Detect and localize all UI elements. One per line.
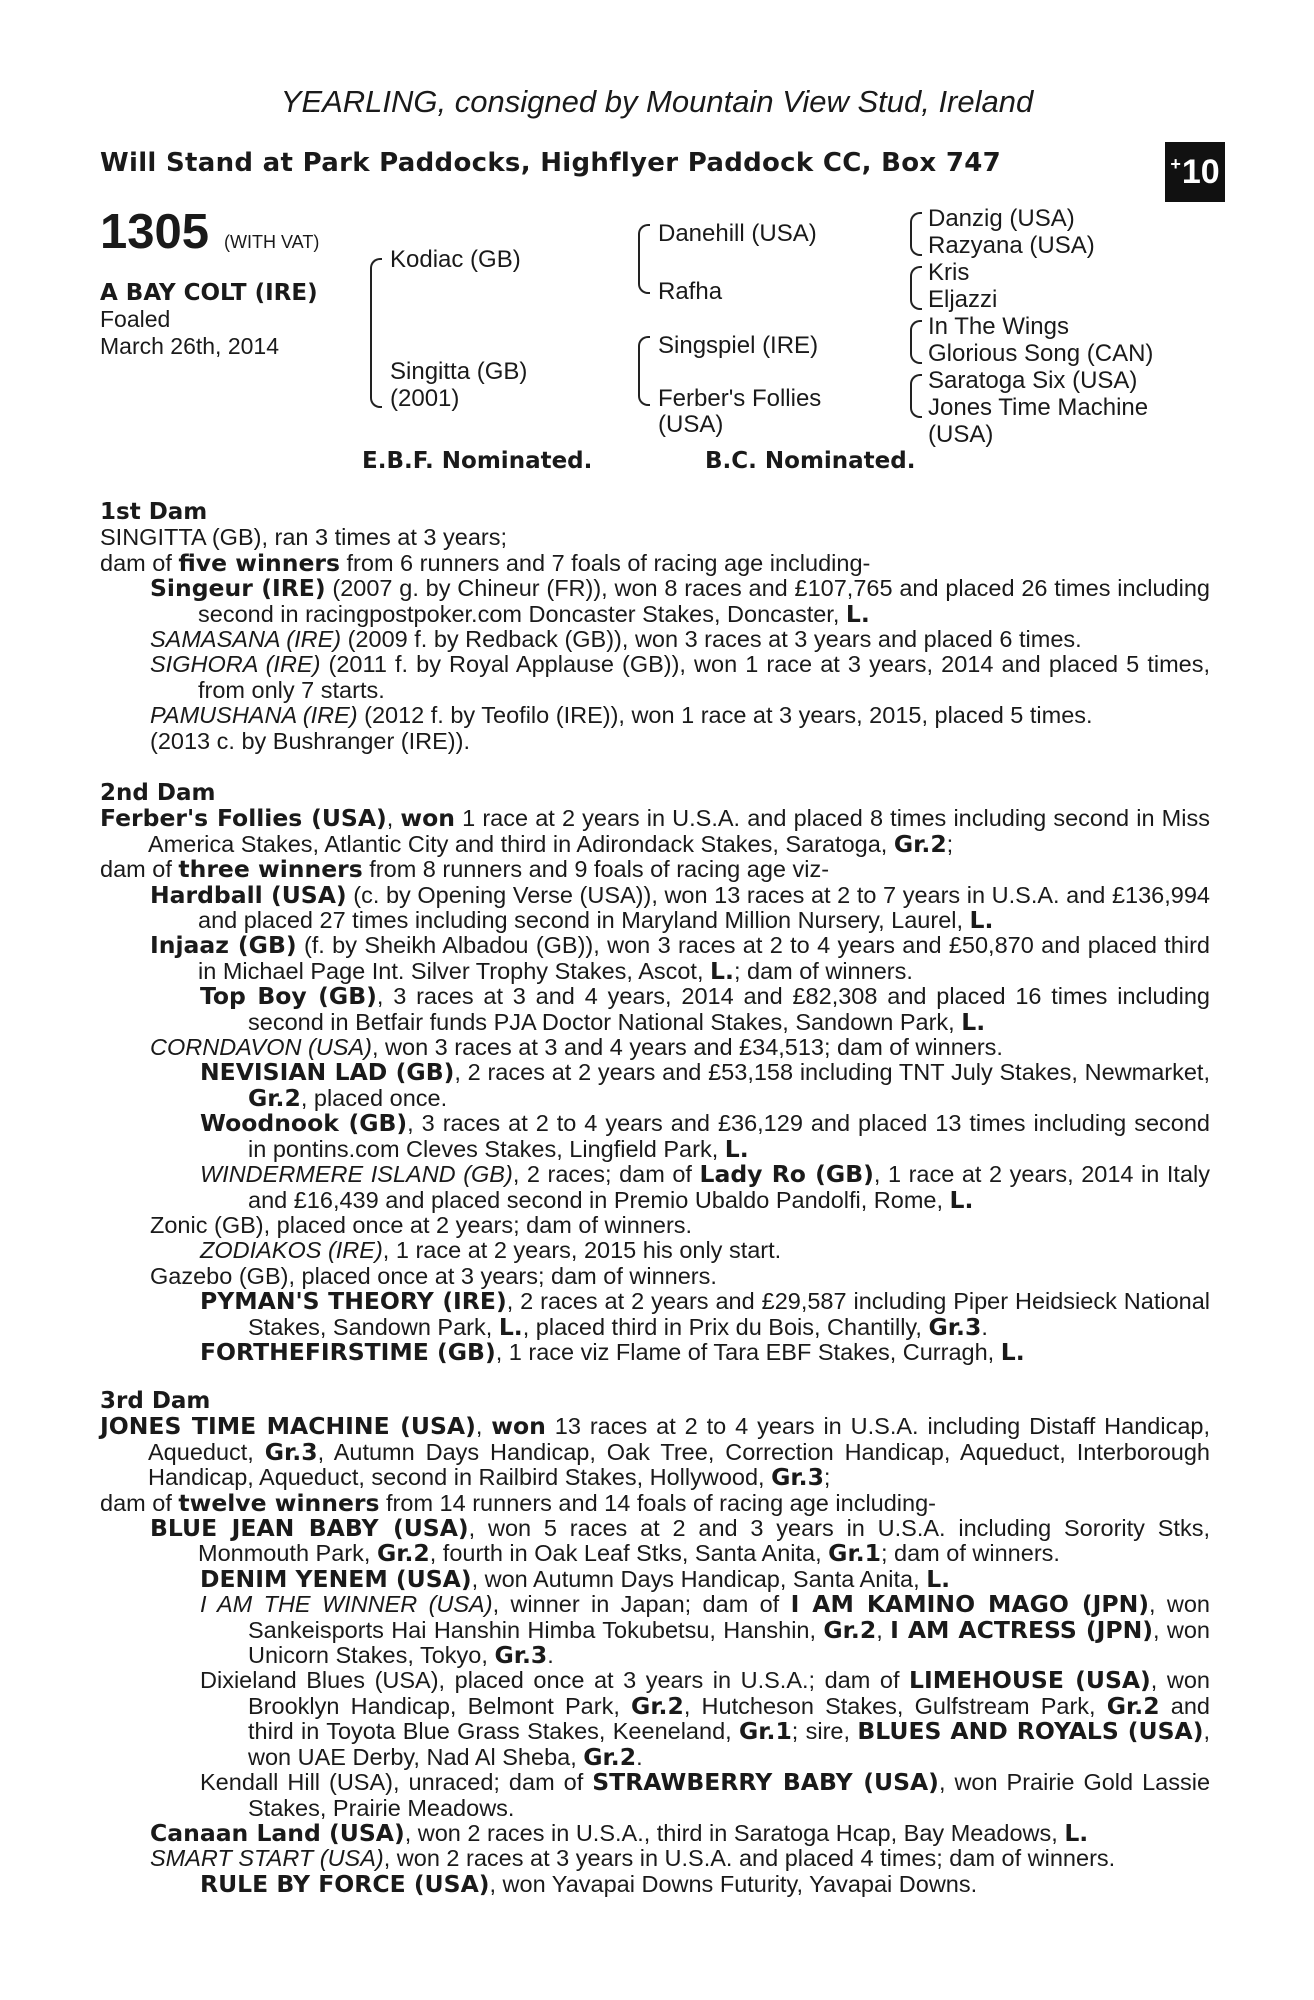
g4-name: Jones Time Machine <box>928 394 1149 421</box>
g4-name: Eljazzi <box>928 286 998 313</box>
produce-entry: Kendall Hill (USA), unraced; dam of STRAWBERRY BABY (USA), won Prairie Gold Lassie Stakes, Prairie Meadows. <box>200 1768 1211 1821</box>
produce-entry: Top Boy (GB), 3 races at 3 and 4 years, 2014 and £82,308 and placed 16 times including second in Betfair funds PJA Doctor National Stakes, Sandown Park, L. <box>200 982 1210 1036</box>
granddam-maternal-origin: (USA) <box>658 411 724 438</box>
g4-name: Danzig (USA) <box>928 205 1075 232</box>
produce-entry: CORNDAVON (USA), won 3 races at 3 and 4 years and £34,513; dam of winners. <box>150 1034 1003 1061</box>
produce-entry: ZODIAKOS (IRE), 1 race at 2 years, 2015 his only start. <box>200 1237 782 1264</box>
produce-entry: Gazebo (GB), placed once at 3 years; dam of winners. <box>150 1262 717 1289</box>
section-heading: 1st Dam <box>100 499 208 525</box>
produce-entry: RULE BY FORCE (USA), won Yavapai Downs Futurity, Yavapai Downs. <box>200 1869 978 1898</box>
dam-produce-summary: dam of twelve winners from 14 runners and 14 foals of racing age including- <box>100 1488 936 1517</box>
produce-entry: Hardball (USA) (c. by Opening Verse (USA)), won 13 races at 2 to 7 years in U.S.A. and £136,994 and placed 27 times including second in Maryland Million Nursery, Laurel, L. <box>150 880 1210 935</box>
ebf-nominated: E.B.F. Nominated. <box>362 448 593 474</box>
produce-entry: SIGHORA (IRE) (2011 f. by Royal Applause (GB)), won 1 race at 3 years, 2014 and placed 5 times, from only 7 starts. <box>150 651 1210 703</box>
dam-produce-summary: dam of five winners from 6 runners and 7 foals of racing age including- <box>100 548 871 577</box>
produce-entry: FORTHEFIRSTIME (GB), 1 race viz Flame of Tara EBF Stakes, Curragh, L. <box>200 1337 1025 1366</box>
foaled-label: Foaled <box>100 306 171 332</box>
pedigree-brace <box>910 320 922 364</box>
g4-name: Glorious Song (CAN) <box>928 340 1154 367</box>
consignment-header: YEARLING, consigned by Mountain View Stud, Ireland <box>280 84 1034 119</box>
produce-entry: PAMUSHANA (IRE) (2012 f. by Teofilo (IRE)), won 1 race at 3 years, 2015, placed 5 times. <box>150 702 1093 729</box>
produce-entry: Singeur (IRE) (2007 g. by Chineur (FR)), won 8 races and £107,765 and placed 26 times including second in racingpostpoker.com Doncaster Stakes, Doncaster, L. <box>150 574 1210 628</box>
pedigree-brace <box>638 336 650 406</box>
foaled-date: March 26th, 2014 <box>100 333 280 359</box>
produce-entry: BLUE JEAN BABY (USA), won 5 races at 2 and 3 years in U.S.A. including Sorority Stks, Monmouth Park, Gr.2, fourth in Oak Leaf Stks, Santa Anita, Gr.1; dam of winners. <box>150 1514 1210 1568</box>
g4-name: In The Wings <box>928 313 1069 340</box>
lot-badge <box>1165 142 1225 202</box>
g4-name: Saratoga Six (USA) <box>928 367 1138 394</box>
second-dam-section <box>100 781 1210 1365</box>
section-heading: 2nd Dam <box>100 780 216 806</box>
vat-note: (WITH VAT) <box>224 232 320 252</box>
produce-entry: PYMAN'S THEORY (IRE), 2 races at 2 years and £29,587 including Piper Heidsieck National Stakes, Sandown Park, L., placed third in Prix du Bois, Chantilly, Gr.3. <box>200 1287 1211 1341</box>
produce-entry: Dixieland Blues (USA), placed once at 3 years in U.S.A.; dam of LIMEHOUSE (USA), won Brooklyn Handicap, Belmont Park, Gr.2, Hutcheson Stakes, Gulfstream Park, Gr.2 and third in Toyota Blue Grass Stakes, Keeneland, Gr.1; sire, BLUES AND ROYALS (USA), won UAE Derby, Nad Al Sheba, Gr.2. <box>200 1666 1210 1771</box>
dam-race-record: JONES TIME MACHINE (USA), won 13 races at 2 to 4 years in U.S.A. including Distaff Handicap, Aqueduct, Gr.3, Autumn Days Handicap, Oak Tree, Correction Handicap, Aqueduct, Interborough Handicap, Aqueduct, second in Railbird Stakes, Hollywood, Gr.3; <box>100 1412 1211 1492</box>
produce-entry: Injaaz (GB) (f. by Sheikh Albadou (GB)), won 3 races at 2 to 4 years and £50,870 and placed third in Michael Page Int. Silver Trophy Stakes, Ascot, L.; dam of winners. <box>150 931 1210 985</box>
third-dam-section <box>100 1389 1210 1897</box>
grandsire-maternal: Singspiel (IRE) <box>658 332 819 359</box>
produce-entry: WINDERMERE ISLAND (GB), 2 races; dam of Lady Ro (GB), 1 race at 2 years, 2014 in Italy and £16,439 and placed second in Premio Ubaldo Pandolfi, Rome, L. <box>200 1160 1210 1214</box>
g4-name: Kris <box>928 259 970 286</box>
produce-entry: Canaan Land (USA), won 2 races in U.S.A., third in Saratoga Hcap, Bay Meadows, L. <box>150 1818 1089 1847</box>
foaled-info <box>100 306 279 360</box>
dam-summary: SINGITTA (GB), ran 3 times at 3 years; <box>100 524 508 551</box>
dam-year: (2001) <box>390 385 460 412</box>
badge-mark: + <box>1170 153 1181 174</box>
produce-entry: Woodnook (GB), 3 races at 2 to 4 years and £36,129 and placed 13 times including second in pontins.com Cleves Stakes, Lingfield Park, L. <box>200 1109 1210 1163</box>
pedigree-brace <box>910 374 922 418</box>
lot-number: 1305 <box>100 205 210 259</box>
produce-entry: SAMASANA (IRE) (2009 f. by Redback (GB)), won 3 races at 3 years and placed 6 times. <box>150 626 1082 653</box>
lot-description: A BAY COLT (IRE) <box>100 280 318 306</box>
produce-entry: I AM THE WINNER (USA), winner in Japan; dam of I AM KAMINO MAGO (JPN), won Sankeisports Hai Hanshin Himba Tokubetsu, Hanshin, Gr.2, I AM ACTRESS (JPN), won Unicorn Stakes, Tokyo, Gr.3. <box>200 1590 1210 1670</box>
first-dam-section <box>100 500 1210 754</box>
pedigree-brace <box>910 212 922 256</box>
g4-name: Razyana (USA) <box>928 232 1095 259</box>
badge-number: 10 <box>1181 152 1220 191</box>
dam-produce-summary: dam of three winners from 8 runners and 9 foals of racing age viz- <box>100 855 830 884</box>
g4-name: (USA) <box>928 421 994 448</box>
produce-entry: (2013 c. by Bushranger (IRE)). <box>150 727 470 754</box>
produce-entry: NEVISIAN LAD (GB), 2 races at 2 years and £53,158 including TNT July Stakes, Newmarket, Gr.2, placed once. <box>200 1058 1210 1112</box>
dam-race-record: Ferber's Follies (USA), won 1 race at 2 years in U.S.A. and placed 8 times including second in Miss America Stakes, Atlantic City and third in Adirondack Stakes, Saratoga, Gr.2; <box>100 804 1210 858</box>
pedigree-brace <box>910 266 922 310</box>
dam-name: Singitta (GB) <box>390 358 528 385</box>
sire-name: Kodiac (GB) <box>390 246 521 273</box>
produce-entry: Zonic (GB), placed once at 2 years; dam of winners. <box>150 1211 693 1238</box>
produce-entry: DENIM YENEM (USA), won Autumn Days Handicap, Santa Anita, L. <box>200 1564 951 1593</box>
pedigree-brace <box>638 224 650 294</box>
bc-nominated: B.C. Nominated. <box>705 448 916 474</box>
produce-entry: SMART START (USA), won 2 races at 3 years in U.S.A. and placed 4 times; dam of winners. <box>150 1845 1116 1872</box>
stabling-location: Will Stand at Park Paddocks, Highflyer Paddock CC, Box 747 <box>100 148 1002 178</box>
granddam-paternal: Rafha <box>658 278 723 305</box>
granddam-maternal: Ferber's Follies <box>658 385 822 412</box>
section-heading: 3rd Dam <box>100 1388 211 1414</box>
grandsire-paternal: Danehill (USA) <box>658 220 817 247</box>
pedigree-brace <box>370 258 382 408</box>
